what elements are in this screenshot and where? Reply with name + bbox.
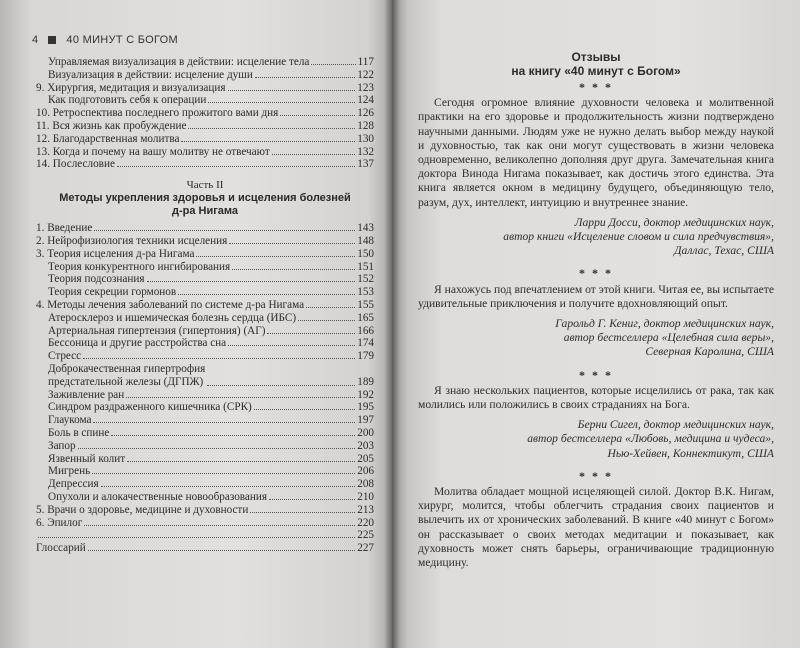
toc-row bbox=[36, 146, 374, 159]
part-title-line1: Методы укрепления здоровья и исцеления болезней bbox=[59, 192, 351, 205]
toc-page: 153 bbox=[357, 286, 374, 299]
toc-row bbox=[36, 427, 374, 440]
toc-row bbox=[36, 273, 374, 286]
toc-row bbox=[36, 133, 374, 146]
toc-title: Запор bbox=[48, 439, 76, 452]
toc-row-glossary bbox=[36, 542, 374, 555]
toc-part1 bbox=[36, 56, 374, 171]
toc-title: Заживление ран bbox=[48, 388, 125, 401]
toc-row bbox=[36, 312, 374, 325]
toc-title: 1. Введение bbox=[36, 222, 93, 235]
toc-title: Теория секреции гормонов bbox=[48, 286, 177, 299]
reviews-title bbox=[418, 50, 774, 78]
toc-title: Мигрень bbox=[48, 465, 91, 478]
toc-title: Теория подсознания bbox=[48, 273, 145, 286]
toc-leader bbox=[111, 435, 355, 436]
toc-page: 166 bbox=[357, 324, 374, 337]
toc-page: 165 bbox=[357, 311, 374, 324]
table-of-contents bbox=[36, 56, 374, 555]
toc-page: 220 bbox=[357, 516, 374, 529]
toc-row bbox=[36, 120, 374, 133]
toc-title: 10. Ретроспектива последнего прожитого вами дня bbox=[36, 107, 279, 120]
toc-leader bbox=[280, 115, 355, 116]
reviews-title-line2: на книгу «40 минут с Богом» bbox=[511, 64, 681, 78]
toc-row bbox=[36, 529, 374, 542]
right-page bbox=[392, 0, 800, 648]
toc-row bbox=[36, 389, 374, 402]
toc-leader bbox=[147, 281, 356, 282]
toc-page: 206 bbox=[357, 465, 374, 478]
toc-row bbox=[36, 337, 374, 350]
review-text: Я нахожусь под впечатлением от этой книги. Читая ее, вы испытаете удивительные приключения и получите вдохновляющий опыт. bbox=[418, 282, 774, 310]
review-signature bbox=[418, 317, 774, 360]
toc-page: 123 bbox=[357, 81, 374, 94]
toc-leader bbox=[181, 141, 355, 142]
review-text: Сегодня огромное влияние духовности человека и молитвенной практики на его здоровье и продолжительность жизни подтверждено научными данными. Людям уже не нужно делать выбор между наукой и духовностью, так как они могут существовать в жизни человека одновременно, великолепно дополняя друг друга. Замечательная книга доктора Винода Нигама показывает, как достичь этого единства. Эта книга является окном в медицину будущего, объединяющую тело, разум, дух, интеллект, интуицию и внутреннее знание. bbox=[418, 96, 774, 209]
toc-page: 213 bbox=[357, 503, 374, 516]
toc-title: 14. Послесловие bbox=[36, 158, 115, 171]
toc-row bbox=[36, 69, 374, 82]
toc-page: 155 bbox=[357, 298, 374, 311]
reviews-title-line1: Отзывы bbox=[571, 50, 621, 64]
toc-row bbox=[36, 56, 374, 69]
toc-leader bbox=[127, 461, 355, 462]
toc-leader bbox=[208, 102, 355, 103]
toc-row bbox=[36, 222, 374, 235]
toc-page: 197 bbox=[357, 414, 374, 427]
toc-row bbox=[36, 350, 374, 363]
review-block bbox=[418, 80, 774, 258]
toc-leader bbox=[250, 512, 355, 513]
toc-leader bbox=[196, 256, 355, 257]
toc-leader bbox=[298, 320, 355, 321]
toc-title: Визуализация в действии: исцеление души bbox=[48, 68, 253, 81]
toc-title: Глоссарий bbox=[36, 542, 86, 555]
review-block bbox=[418, 266, 774, 359]
toc-title-line2: предстательной железы (ДГПЖ) bbox=[48, 375, 204, 388]
review-signature bbox=[418, 216, 774, 259]
toc-title: 9. Хирургия, медитация и визуализация bbox=[36, 81, 226, 94]
review-text: Молитва обладает мощной исцеляющей силой. Доктор В.К. Нигам, хирург, молится, чтобы облегчить страдания своих пациентов и вылечить их от хронических заболеваний. В книге «40 минут с Богом» он рассказывает о своих методах медитации и показывает, как духовность может снять барьеры, ограничивающие традиционную медицину. bbox=[418, 485, 774, 570]
toc-row bbox=[36, 363, 374, 389]
toc-row bbox=[36, 82, 374, 95]
toc-leader bbox=[228, 345, 355, 346]
toc-title: 12. Благодарственная молитва bbox=[36, 132, 180, 145]
signature-line: Берни Сигел, доктор медицинских наук, bbox=[577, 418, 774, 432]
toc-title: Как подготовить себя к операции bbox=[48, 94, 207, 107]
toc-leader bbox=[88, 550, 356, 551]
toc-row bbox=[36, 414, 374, 427]
part-title bbox=[36, 192, 374, 218]
toc-leader bbox=[311, 64, 355, 65]
signature-line: автор книги «Исцеление словом и сила предчувствия», bbox=[503, 230, 774, 244]
toc-title: Глаукома bbox=[48, 414, 92, 427]
toc-title: Язвенный колит bbox=[48, 452, 126, 465]
part-title-line2: д-ра Нигама bbox=[171, 205, 239, 218]
toc-row bbox=[36, 325, 374, 338]
toc-leader bbox=[228, 90, 356, 91]
toc-page: 132 bbox=[357, 145, 374, 158]
toc-page: 130 bbox=[357, 132, 374, 145]
stars-separator: * * * bbox=[579, 80, 613, 94]
toc-title: 2. Нейрофизиология техники исцеления bbox=[36, 234, 228, 247]
toc-row bbox=[36, 299, 374, 312]
signature-line: Нью-Хейвен, Коннектикут, США bbox=[607, 446, 774, 460]
toc-page: 179 bbox=[357, 350, 374, 363]
toc-leader bbox=[229, 243, 355, 244]
toc-row bbox=[36, 465, 374, 478]
toc-leader bbox=[38, 537, 355, 538]
toc-leader bbox=[267, 333, 355, 334]
toc-leader bbox=[117, 166, 355, 167]
reviews-list bbox=[418, 80, 774, 570]
toc-row bbox=[36, 107, 374, 120]
signature-line: Даллас, Техас, США bbox=[674, 244, 774, 258]
toc-title: Атеросклероз и ишемическая болезнь сердца (ИБС) bbox=[48, 311, 297, 324]
toc-title: Стресс bbox=[48, 350, 82, 363]
toc-title: Опухоли и алокачественные новообразования bbox=[48, 490, 268, 503]
toc-page: 174 bbox=[357, 337, 374, 350]
toc-page: 227 bbox=[357, 542, 374, 555]
toc-leader bbox=[126, 397, 355, 398]
toc-leader bbox=[269, 499, 355, 500]
toc-leader bbox=[232, 269, 355, 270]
toc-part2 bbox=[36, 222, 374, 542]
stars-separator: * * * bbox=[579, 468, 613, 483]
toc-leader bbox=[93, 422, 355, 423]
toc-page: 225 bbox=[357, 529, 374, 542]
toc-title: 11. Вся жизнь как пробуждение bbox=[36, 119, 187, 132]
toc-page: 205 bbox=[357, 452, 374, 465]
toc-page: 117 bbox=[357, 56, 374, 68]
toc-page: 210 bbox=[357, 490, 374, 503]
toc-leader bbox=[188, 128, 355, 129]
toc-leader bbox=[306, 307, 355, 308]
toc-leader bbox=[255, 77, 355, 78]
toc-page: 143 bbox=[357, 222, 374, 235]
signature-line: Гарольд Г. Кениг, доктор медицинских наук, bbox=[555, 317, 774, 331]
toc-page: 151 bbox=[357, 260, 374, 273]
reviews-section bbox=[418, 44, 774, 578]
running-head bbox=[32, 34, 178, 46]
toc-title bbox=[36, 363, 205, 389]
running-title: 40 МИНУТ С БОГОМ bbox=[66, 34, 178, 46]
signature-line: Северная Каролина, США bbox=[645, 345, 774, 359]
toc-title: Боль в спине bbox=[48, 426, 110, 439]
toc-title: Теория конкурентного ингибирования bbox=[48, 260, 231, 273]
part-label: Часть II bbox=[186, 179, 224, 192]
toc-leader bbox=[207, 385, 355, 386]
review-signature bbox=[418, 418, 774, 461]
review-block bbox=[418, 368, 774, 461]
toc-leader bbox=[101, 486, 356, 487]
toc-row bbox=[36, 248, 374, 261]
toc-page: 195 bbox=[357, 401, 374, 414]
toc-page: 208 bbox=[357, 478, 374, 491]
left-page bbox=[0, 0, 392, 648]
stars-separator: * * * bbox=[579, 367, 613, 382]
toc-title: 6. Эпилог bbox=[36, 516, 83, 529]
toc-row bbox=[36, 478, 374, 491]
review-text: Я знаю нескольких пациентов, которые исцелились от рака, так как молились или положились в своих страданиях на Бога. bbox=[418, 383, 774, 412]
page-number: 4 bbox=[32, 34, 39, 46]
toc-page: 122 bbox=[357, 68, 374, 81]
toc-page: 128 bbox=[357, 119, 374, 132]
toc-row bbox=[36, 504, 374, 517]
toc-leader bbox=[178, 294, 355, 295]
signature-line: автор бестселлера «Целебная сила веры», bbox=[563, 331, 774, 345]
toc-page: 200 bbox=[357, 426, 374, 439]
book-gutter bbox=[384, 0, 400, 648]
toc-title: 5. Врачи о здоровье, медицине и духовности bbox=[36, 503, 249, 516]
toc-row bbox=[36, 158, 374, 171]
toc-row bbox=[36, 453, 374, 466]
square-bullet-icon bbox=[48, 36, 56, 44]
review-block bbox=[418, 469, 774, 570]
toc-title: Управляемая визуализация в действии: исцеление тела bbox=[48, 56, 310, 68]
toc-page: 124 bbox=[357, 94, 374, 107]
toc-row bbox=[36, 401, 374, 414]
stars-separator: * * * bbox=[579, 266, 613, 281]
toc-row bbox=[36, 261, 374, 274]
toc-leader bbox=[254, 409, 355, 410]
toc-leader bbox=[84, 525, 355, 526]
toc-page: 148 bbox=[357, 234, 374, 247]
toc-title: Артериальная гипертензия (гипертония) (АГ) bbox=[48, 324, 266, 337]
toc-row bbox=[36, 235, 374, 248]
toc-row bbox=[36, 517, 374, 530]
toc-page: 203 bbox=[357, 439, 374, 452]
toc-title-line1: Доброкачественная гипертрофия bbox=[48, 362, 206, 375]
toc-page: 152 bbox=[357, 273, 374, 286]
toc-row bbox=[36, 491, 374, 504]
toc-page: 192 bbox=[357, 388, 374, 401]
toc-title: 3. Теория исцеления д-ра Нигама bbox=[36, 247, 195, 260]
toc-title: 4. Методы лечения заболеваний по системе д-ра Нигама bbox=[36, 298, 305, 311]
toc-page: 137 bbox=[357, 158, 374, 171]
toc-leader bbox=[272, 154, 356, 155]
toc-leader bbox=[94, 230, 355, 231]
toc-page: 189 bbox=[357, 375, 374, 388]
toc-leader bbox=[78, 448, 356, 449]
toc-leader bbox=[92, 473, 355, 474]
signature-line: Ларри Досси, доктор медицинских наук, bbox=[574, 215, 774, 229]
toc-title: Синдром раздраженного кишечника (СРК) bbox=[48, 401, 252, 414]
toc-row bbox=[36, 94, 374, 107]
toc-title: 13. Когда и почему на вашу молитву не отвечают bbox=[36, 145, 270, 158]
signature-line: автор бестселлера «Любовь, медицина и чудеса», bbox=[527, 432, 774, 446]
toc-title: Депрессия bbox=[48, 478, 99, 491]
toc-page: 126 bbox=[357, 107, 374, 120]
toc-row bbox=[36, 440, 374, 453]
toc-title: Бессоница и другие расстройства сна bbox=[48, 337, 227, 350]
toc-leader bbox=[83, 358, 355, 359]
toc-page: 150 bbox=[357, 247, 374, 260]
toc-row bbox=[36, 286, 374, 299]
